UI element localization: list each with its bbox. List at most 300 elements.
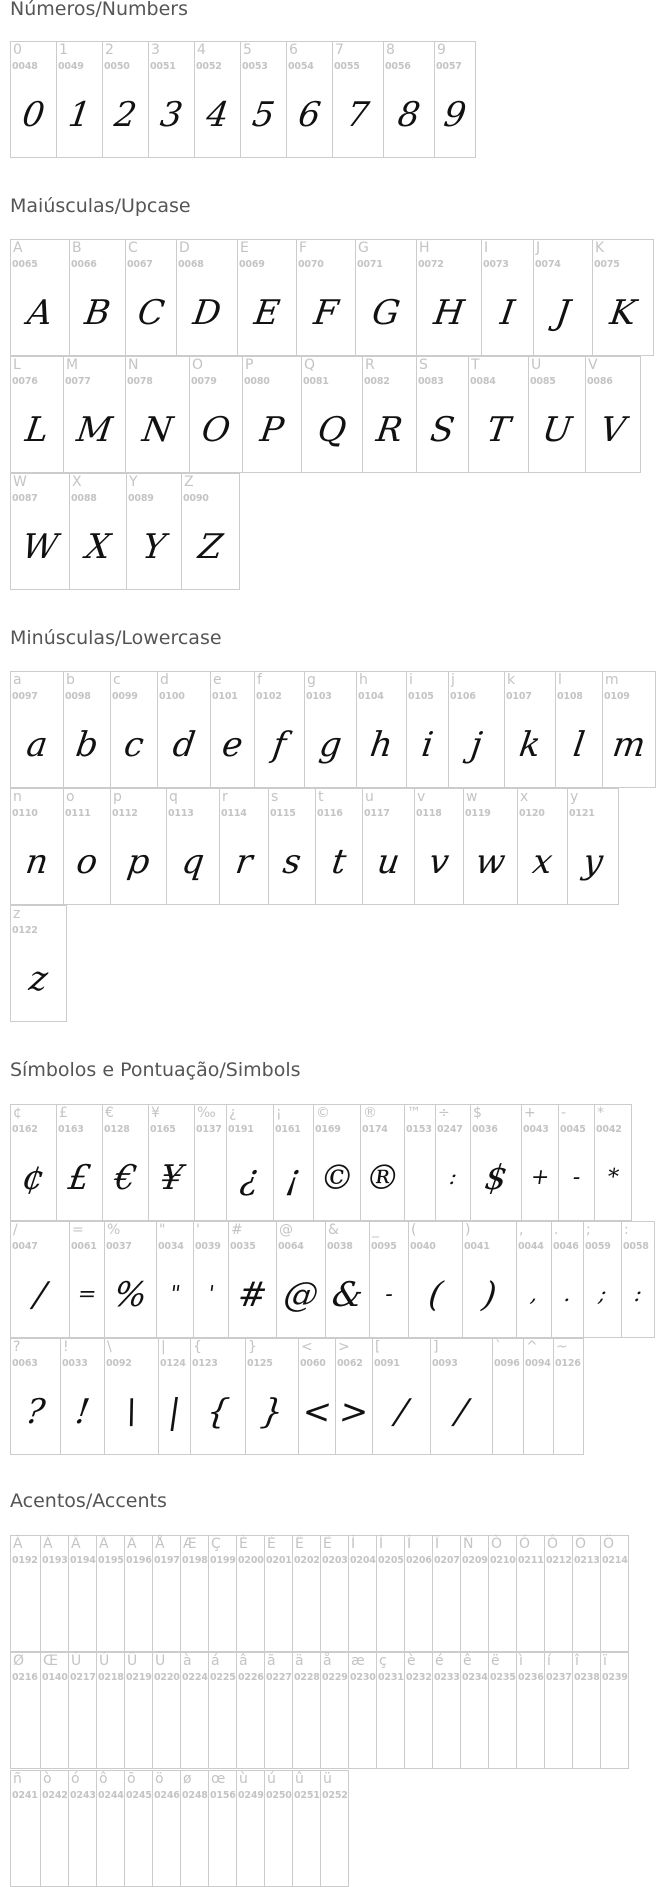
- glyph-cell: [404, 1104, 436, 1221]
- glyph-char-label: (: [411, 1222, 417, 1238]
- glyph-cell: [602, 671, 656, 788]
- glyph-code-label: 0118: [416, 808, 442, 819]
- glyph-code-label: 0156: [210, 1790, 236, 1801]
- glyph-char-label: N: [128, 357, 139, 373]
- glyph-code-label: 0077: [65, 376, 91, 387]
- glyph-code-label: 0214: [602, 1555, 628, 1566]
- glyph-char-label: û: [295, 1771, 304, 1787]
- glyph-char-label: T: [471, 357, 480, 373]
- glyph-sample: Z: [195, 527, 226, 567]
- glyph-code-label: 0194: [70, 1555, 96, 1566]
- glyph-cell: [10, 473, 70, 590]
- glyph-cell: [504, 671, 556, 788]
- glyph-code-label: 0121: [569, 808, 595, 819]
- glyph-char-label: K: [595, 240, 605, 256]
- glyph-code-label: 0052: [196, 61, 222, 72]
- glyph-char-label: ï: [603, 1653, 607, 1669]
- glyph-code-label: 0201: [266, 1555, 292, 1566]
- glyph-char-label: o: [66, 789, 75, 805]
- glyph-sample: 4: [203, 95, 232, 135]
- glyph-sample: [317, 1815, 352, 1873]
- glyph-char-label: Ô: [547, 1536, 559, 1552]
- glyph-sample: ¥: [157, 1158, 186, 1198]
- glyph-char-label: }: [248, 1339, 257, 1355]
- glyph-code-label: 0049: [58, 61, 84, 72]
- glyph-code-label: 0238: [574, 1672, 600, 1683]
- glyph-char-label: X: [72, 474, 82, 490]
- glyph-sample: A: [24, 293, 56, 333]
- glyph-char-label: ü: [323, 1771, 332, 1787]
- glyph-sample: N: [139, 410, 176, 450]
- glyph-sample: 5: [249, 95, 278, 135]
- glyph-char-label: à: [183, 1653, 192, 1669]
- glyph-cell: [567, 788, 619, 905]
- glyph-char-label: Ú: [99, 1653, 110, 1669]
- glyph-cell: [237, 239, 297, 356]
- glyph-code-label: 0081: [303, 376, 329, 387]
- glyph-char-label: Ë: [323, 1536, 332, 1552]
- glyph-code-label: 0073: [483, 259, 509, 270]
- glyph-cell: [10, 1104, 57, 1221]
- glyph-cell: [372, 1338, 431, 1455]
- glyph-sample: :: [447, 1165, 459, 1190]
- glyph-char-label: h: [359, 672, 368, 688]
- glyph-char-label: ^: [526, 1339, 538, 1355]
- glyph-sample: ¡: [283, 1158, 304, 1198]
- glyph-code-label: 0226: [238, 1672, 264, 1683]
- glyph-code-label: 0061: [71, 1241, 97, 1252]
- glyph-code-label: 0050: [104, 61, 130, 72]
- glyph-code-label: 0037: [106, 1241, 132, 1252]
- glyph-char-label: &: [328, 1222, 339, 1238]
- glyph-char-label: æ: [351, 1653, 365, 1669]
- glyph-sample: s: [280, 842, 304, 882]
- glyph-cell: [226, 1104, 274, 1221]
- glyph-char-label: Å: [155, 1536, 165, 1552]
- glyph-cell: [356, 671, 407, 788]
- glyph-char-label: Á: [43, 1536, 53, 1552]
- glyph-cell: [56, 1104, 103, 1221]
- glyph-sample: j: [468, 725, 485, 765]
- glyph-char-label: G: [358, 240, 369, 256]
- glyph-cell: [414, 788, 464, 905]
- glyph-code-label: 0076: [12, 376, 38, 387]
- glyph-code-label: 0174: [362, 1124, 388, 1135]
- glyph-cell: [369, 1221, 409, 1338]
- glyph-cell: [194, 41, 241, 158]
- glyph-cell: [69, 473, 127, 590]
- glyph-char-label: :: [624, 1222, 629, 1238]
- glyph-char-label: ': [196, 1222, 200, 1238]
- glyph-code-label: 0079: [191, 376, 217, 387]
- glyph-char-label: F: [299, 240, 308, 256]
- glyph-row-upcase-3: [10, 473, 239, 590]
- glyph-sample: -: [571, 1165, 583, 1190]
- glyph-code-label: 0064: [278, 1241, 304, 1252]
- glyph-char-label: Ò: [491, 1536, 503, 1552]
- glyph-cell: [157, 671, 211, 788]
- glyph-code-label: 0051: [150, 61, 176, 72]
- glyph-cell: [268, 788, 316, 905]
- glyph-char-label: Ø: [13, 1653, 25, 1669]
- glyph-cell: [492, 1338, 524, 1455]
- glyph-cell: [125, 356, 190, 473]
- glyph-code-label: 0100: [159, 691, 185, 702]
- glyph-char-label: e: [213, 672, 222, 688]
- glyph-cell: [558, 1104, 595, 1221]
- glyph-sample: g: [316, 725, 345, 765]
- glyph-code-label: 0094: [525, 1358, 551, 1369]
- glyph-char-label: ,: [519, 1222, 524, 1238]
- glyph-char-label: S: [419, 357, 428, 373]
- glyph-sample: %: [111, 1275, 150, 1315]
- glyph-code-label: 0098: [65, 691, 91, 702]
- glyph-char-label: W: [13, 474, 27, 490]
- glyph-code-label: 0241: [12, 1790, 38, 1801]
- glyph-sample: Q: [315, 410, 349, 450]
- glyph-code-label: 0042: [596, 1124, 622, 1135]
- glyph-char-label: k: [507, 672, 516, 688]
- glyph-code-label: 0204: [350, 1555, 376, 1566]
- glyph-code-label: 0125: [247, 1358, 273, 1369]
- glyph-sample: [550, 1383, 587, 1441]
- glyph-sample: R: [373, 410, 406, 450]
- glyph-cell: [313, 1104, 361, 1221]
- glyph-sample: C: [135, 293, 167, 333]
- glyph-char-label: ©: [316, 1105, 330, 1121]
- glyph-char-label: ": [159, 1222, 166, 1238]
- glyph-char-label: Ì: [351, 1536, 356, 1552]
- glyph-char-label: ñ: [13, 1771, 22, 1787]
- glyph-char-label: I: [484, 240, 489, 256]
- glyph-char-label: Ã: [99, 1536, 109, 1552]
- glyph-char-label: q: [169, 789, 178, 805]
- glyph-cell: [254, 671, 305, 788]
- glyph-code-label: 0140: [42, 1672, 68, 1683]
- glyph-code-label: 0107: [506, 691, 532, 702]
- glyph-char-label: C: [128, 240, 138, 256]
- glyph-sample: :: [632, 1282, 644, 1307]
- glyph-char-label: /: [13, 1222, 18, 1238]
- glyph-code-label: 0072: [418, 259, 444, 270]
- glyph-char-label: Ü: [155, 1653, 166, 1669]
- glyph-cell: [315, 788, 363, 905]
- glyph-cell: [245, 1338, 299, 1455]
- glyph-code-label: 0099: [112, 691, 138, 702]
- glyph-sample: V: [597, 410, 629, 450]
- glyph-code-label: 0122: [12, 925, 38, 936]
- glyph-code-label: 0043: [523, 1124, 549, 1135]
- glyph-code-label: 0114: [221, 808, 247, 819]
- glyph-code-label: 0199: [210, 1555, 236, 1566]
- glyph-cell: [102, 1104, 149, 1221]
- glyph-cell: [533, 239, 593, 356]
- section-title-numbers: Números/Numbers: [10, 0, 188, 20]
- glyph-cell: [332, 41, 384, 158]
- glyph-sample: p: [124, 842, 153, 882]
- glyph-char-label: E: [240, 240, 249, 256]
- glyph-cell: [528, 356, 586, 473]
- glyph-code-label: 0036: [472, 1124, 498, 1135]
- glyph-char-label: J: [536, 240, 541, 256]
- glyph-cell: [555, 671, 603, 788]
- glyph-code-label: 0116: [317, 808, 343, 819]
- glyph-sample: ,: [528, 1282, 540, 1307]
- glyph-cell: [10, 671, 64, 788]
- glyph-char-label: Ù: [71, 1653, 82, 1669]
- glyph-sample: #: [235, 1275, 270, 1315]
- glyph-sample: ©: [317, 1158, 357, 1198]
- glyph-char-label: 7: [335, 42, 344, 58]
- glyph-row-numbers-1: [10, 41, 475, 158]
- glyph-cell: [435, 1104, 471, 1221]
- glyph-code-label: 0229: [322, 1672, 348, 1683]
- glyph-char-label: P: [245, 357, 254, 373]
- glyph-code-label: 0230: [350, 1672, 376, 1683]
- glyph-code-label: 0033: [62, 1358, 88, 1369]
- glyph-code-label: 0089: [128, 493, 154, 504]
- glyph-code-label: 0041: [464, 1241, 490, 1252]
- glyph-code-label: 0071: [357, 259, 383, 270]
- glyph-code-label: 0169: [315, 1124, 341, 1135]
- glyph-code-label: 0217: [70, 1672, 96, 1683]
- glyph-code-label: 0038: [327, 1241, 353, 1252]
- glyph-code-label: 0250: [266, 1790, 292, 1801]
- glyph-char-label: _: [372, 1222, 379, 1238]
- glyph-code-label: 0124: [160, 1358, 186, 1369]
- glyph-char-label: \: [107, 1339, 112, 1355]
- glyph-char-label: !: [63, 1339, 69, 1355]
- glyph-code-label: 0075: [594, 259, 620, 270]
- glyph-code-label: 0108: [557, 691, 583, 702]
- glyph-char-label: ó: [71, 1771, 80, 1787]
- glyph-code-label: 0046: [553, 1241, 579, 1252]
- glyph-char-label: s: [271, 789, 279, 805]
- glyph-char-label: Æ: [183, 1536, 197, 1552]
- glyph-char-label: >: [338, 1339, 350, 1355]
- glyph-sample: W: [19, 527, 61, 567]
- glyph-sample: $: [482, 1158, 510, 1198]
- glyph-char-label: Ê: [295, 1536, 304, 1552]
- glyph-sample: O: [199, 410, 233, 450]
- glyph-code-label: 0197: [154, 1555, 180, 1566]
- glyph-char-label: 9: [437, 42, 446, 58]
- glyph-cell: [10, 41, 57, 158]
- glyph-code-label: 0218: [98, 1672, 124, 1683]
- glyph-code-label: 0252: [322, 1790, 348, 1801]
- glyph-char-label: ~: [556, 1339, 568, 1355]
- glyph-code-label: 0066: [71, 259, 97, 270]
- glyph-sample: @: [281, 1275, 321, 1315]
- glyph-char-label: õ: [127, 1771, 136, 1787]
- glyph-cell: [156, 1221, 194, 1338]
- glyph-sample: !: [72, 1392, 93, 1432]
- glyph-sample: +: [529, 1165, 552, 1190]
- glyph-cell: [430, 1338, 493, 1455]
- glyph-char-label: %: [107, 1222, 121, 1238]
- glyph-code-label: 0110: [12, 808, 38, 819]
- glyph-char-label: 1: [59, 42, 68, 58]
- glyph-sample: 1: [65, 95, 94, 135]
- glyph-cell: [273, 1104, 314, 1221]
- glyph-code-label: 0086: [587, 376, 613, 387]
- glyph-code-label: 0235: [490, 1672, 516, 1683]
- glyph-cell: [516, 1221, 552, 1338]
- glyph-code-label: 0248: [182, 1790, 208, 1801]
- glyph-char-label: ¡: [276, 1105, 282, 1121]
- glyph-sample: i: [419, 725, 436, 765]
- glyph-sample: 3: [157, 95, 186, 135]
- glyph-char-label: î: [575, 1653, 579, 1669]
- glyph-cell: [468, 356, 529, 473]
- glyph-code-label: 0211: [518, 1555, 544, 1566]
- glyph-code-label: 0087: [12, 493, 38, 504]
- glyph-sample: M: [74, 410, 115, 450]
- glyph-sample: I: [497, 293, 518, 333]
- glyph-sample: =: [76, 1282, 99, 1307]
- glyph-char-label: ê: [463, 1653, 472, 1669]
- glyph-cell: [69, 239, 126, 356]
- glyph-sample: J: [553, 293, 573, 333]
- glyph-char-label: Y: [129, 474, 138, 490]
- glyph-code-label: 0056: [385, 61, 411, 72]
- glyph-char-label: ë: [491, 1653, 500, 1669]
- glyph-char-label: d: [160, 672, 169, 688]
- glyph-code-label: 0244: [98, 1790, 124, 1801]
- glyph-code-label: 0246: [154, 1790, 180, 1801]
- glyph-char-label: |: [161, 1339, 166, 1355]
- glyph-code-label: 0102: [256, 691, 282, 702]
- glyph-char-label: ì: [519, 1653, 523, 1669]
- glyph-code-label: 0106: [450, 691, 476, 702]
- glyph-char-label: $: [473, 1105, 482, 1121]
- glyph-row-upcase-2: [10, 356, 640, 473]
- glyph-char-label: ä: [295, 1653, 304, 1669]
- glyph-char-label: l: [558, 672, 562, 688]
- glyph-sample: H: [431, 293, 467, 333]
- glyph-code-label: 0104: [358, 691, 384, 702]
- glyph-code-label: 0067: [127, 259, 153, 270]
- glyph-code-label: 0034: [158, 1241, 184, 1252]
- glyph-sample: [597, 1580, 632, 1638]
- glyph-cell: [148, 41, 195, 158]
- glyph-sample: |: [165, 1392, 184, 1432]
- glyph-sample: /: [392, 1392, 411, 1432]
- glyph-char-label: 4: [197, 42, 206, 58]
- glyph-cell: [110, 788, 167, 905]
- glyph-code-label: 0090: [183, 493, 209, 504]
- glyph-cell: [176, 239, 238, 356]
- glyph-cell: [102, 41, 149, 158]
- glyph-sample: m: [610, 725, 648, 765]
- glyph-code-label: 0082: [364, 376, 390, 387]
- glyph-sample: <: [299, 1392, 335, 1432]
- glyph-code-label: 0232: [406, 1672, 432, 1683]
- glyph-cell: [362, 788, 415, 905]
- glyph-cell: [296, 239, 356, 356]
- glyph-code-label: 0233: [434, 1672, 460, 1683]
- glyph-sample: .: [562, 1282, 573, 1307]
- glyph-code-label: 0069: [239, 259, 265, 270]
- glyph-cell: [219, 788, 269, 905]
- glyph-char-label: á: [211, 1653, 220, 1669]
- glyph-char-label: r: [222, 789, 228, 805]
- glyph-char-label: ¢: [13, 1105, 22, 1121]
- glyph-code-label: 0247: [437, 1124, 463, 1135]
- glyph-code-label: 0242: [42, 1790, 68, 1801]
- glyph-char-label: ç: [379, 1653, 387, 1669]
- glyph-sample: y: [580, 842, 606, 882]
- glyph-code-label: 0126: [555, 1358, 581, 1369]
- glyph-char-label: 8: [386, 42, 395, 58]
- glyph-code-label: 0251: [294, 1790, 320, 1801]
- glyph-code-label: 0097: [12, 691, 38, 702]
- glyph-sample: w: [473, 842, 508, 882]
- glyph-char-label: 0: [13, 42, 22, 58]
- glyph-char-label: -: [561, 1105, 567, 1121]
- glyph-code-label: 0225: [210, 1672, 236, 1683]
- glyph-code-label: 0047: [12, 1241, 38, 1252]
- glyph-code-label: 0095: [371, 1241, 397, 1252]
- glyph-code-label: 0243: [70, 1790, 96, 1801]
- glyph-sample: S: [428, 410, 457, 450]
- glyph-row-accents-3: [10, 1770, 348, 1887]
- glyph-code-label: 0040: [410, 1241, 436, 1252]
- glyph-cell: [181, 473, 240, 590]
- glyph-sample: z: [26, 959, 51, 999]
- glyph-char-label: L: [13, 357, 21, 373]
- glyph-sample: ;: [597, 1282, 609, 1307]
- glyph-char-label: *: [597, 1105, 604, 1121]
- glyph-char-label: Î: [407, 1536, 412, 1552]
- glyph-cell: [521, 1104, 559, 1221]
- glyph-sample: G: [369, 293, 403, 333]
- glyph-char-label: ú: [267, 1771, 276, 1787]
- glyph-cell: [193, 1221, 229, 1338]
- glyph-char-label: ò: [43, 1771, 52, 1787]
- glyph-char-label: Í: [379, 1536, 384, 1552]
- glyph-char-label: ø: [183, 1771, 192, 1787]
- glyph-char-label: ô: [99, 1771, 108, 1787]
- glyph-code-label: 0062: [337, 1358, 363, 1369]
- glyph-char-label: M: [66, 357, 79, 373]
- glyph-cell: [481, 239, 534, 356]
- glyph-code-label: 0195: [98, 1555, 124, 1566]
- glyph-char-label: .: [554, 1222, 559, 1238]
- glyph-char-label: è: [407, 1653, 416, 1669]
- glyph-cell: [228, 1221, 277, 1338]
- glyph-code-label: 0205: [378, 1555, 404, 1566]
- glyph-cell: [286, 41, 333, 158]
- glyph-cell: [517, 788, 568, 905]
- glyph-sample: r: [233, 842, 255, 882]
- glyph-sample: ": [168, 1282, 182, 1307]
- glyph-char-label: x: [520, 789, 529, 805]
- glyph-code-label: 0137: [196, 1124, 222, 1135]
- glyph-sample: \: [122, 1392, 141, 1432]
- glyph-row-symbols-3: [10, 1338, 583, 1455]
- glyph-char-label: A: [13, 240, 23, 256]
- glyph-code-label: 0109: [604, 691, 630, 702]
- glyph-sample: E: [251, 293, 283, 333]
- glyph-code-label: 0193: [42, 1555, 68, 1566]
- glyph-code-label: 0239: [602, 1672, 628, 1683]
- glyph-sample: U: [539, 410, 575, 450]
- glyph-char-label: ™: [407, 1105, 421, 1121]
- glyph-char-label: ù: [239, 1771, 248, 1787]
- glyph-char-label: n: [13, 789, 22, 805]
- glyph-row-lowercase-3: [10, 905, 66, 1022]
